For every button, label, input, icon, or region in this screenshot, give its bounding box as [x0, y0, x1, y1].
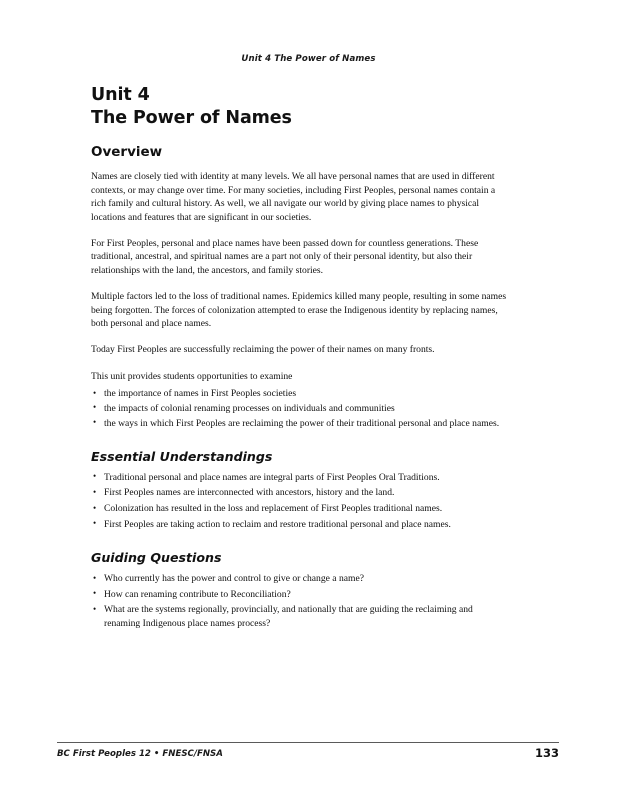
guiding-questions-heading: Guiding Questions	[91, 550, 222, 566]
overview-paragraph: Multiple factors led to the loss of traditional names. Epidemics killed many people, resulting in some names being forgotten. The forces of colonization attempted to erase the Indigenous identity by replacing names, both personal and place names.	[91, 291, 507, 330]
list-item	[91, 486, 511, 499]
overview-bullet-list	[91, 387, 511, 430]
unit-number-heading: Unit 4	[91, 85, 150, 105]
overview-paragraph: For First Peoples, personal and place names have been passed down for countless generations. These traditional, ancestral, and spiritual names are a part not only of their personal identity, but also their relationships with the land, the ancestors, and family stories.	[91, 237, 479, 277]
overview-paragraph: Names are closely tied with identity at many levels. We all have personal names that are used in different contexts, or may change over time. For many societies, including First Peoples, personal names contain a rich family and cultural history. As well, we all navigate our world by giving place names to physical locations and features that are significant in our societies.	[91, 171, 496, 223]
bullet-icon: •	[93, 417, 97, 428]
overview-paragraph: Today First Peoples are successfully reclaiming the power of their names on many fronts.	[91, 344, 435, 356]
list-item	[91, 603, 511, 629]
list-item	[91, 588, 511, 601]
bullet-icon: •	[93, 486, 97, 497]
list-item	[91, 471, 511, 484]
page-number: 133	[534, 746, 559, 760]
bullet-icon: •	[93, 387, 97, 398]
bullet-icon: •	[93, 603, 97, 614]
overview-heading: Overview	[91, 144, 163, 160]
list-item-label: How can renaming contribute to Reconciliation?	[104, 588, 291, 600]
list-item-label: First Peoples names are interconnected with ancestors, history and the land.	[104, 487, 395, 499]
essential-understandings-list	[91, 471, 511, 531]
unit-title-heading: The Power of Names	[91, 108, 292, 128]
list-item-label: What are the systems regionally, provincially, and nationally that are guiding the reclaiming and renaming Indigenous place names process?	[104, 604, 473, 629]
bullet-icon: •	[93, 518, 97, 529]
list-item	[91, 387, 511, 400]
list-item-label: Who currently has the power and control to give or change a name?	[104, 573, 364, 585]
running-header: Unit 4 The Power of Names	[241, 54, 376, 64]
page-content	[91, 84, 511, 632]
footer-divider	[57, 742, 559, 743]
list-item	[91, 402, 511, 415]
essential-understandings-heading: Essential Understandings	[91, 448, 273, 464]
bullet-icon: •	[93, 402, 97, 413]
list-item	[91, 417, 511, 430]
list-item	[91, 518, 511, 531]
guiding-questions-list	[91, 572, 511, 630]
list-item-label: First Peoples are taking action to reclaim and restore traditional personal and place names.	[104, 518, 451, 530]
list-item-label: Colonization has resulted in the loss and replacement of First Peoples traditional names.	[104, 503, 443, 515]
bullet-icon: •	[93, 471, 97, 482]
bullet-icon: •	[93, 502, 97, 513]
list-item-label: the ways in which First Peoples are reclaiming the power of their traditional personal and place names.	[104, 417, 500, 429]
list-item-label: the impacts of colonial renaming processes on individuals and communities	[104, 402, 395, 414]
list-item	[91, 502, 511, 515]
list-item-label: the importance of names in First Peoples societies	[104, 388, 297, 400]
overview-lead-in: This unit provides students opportunities to examine	[91, 370, 293, 382]
bullet-icon: •	[93, 588, 97, 599]
footer-source-label: BC First Peoples 12 • FNESC/FNSA	[57, 749, 223, 759]
list-item-label: Traditional personal and place names are integral parts of First Peoples Oral Traditions.	[104, 471, 440, 483]
list-item	[91, 572, 511, 585]
bullet-icon: •	[93, 572, 97, 583]
